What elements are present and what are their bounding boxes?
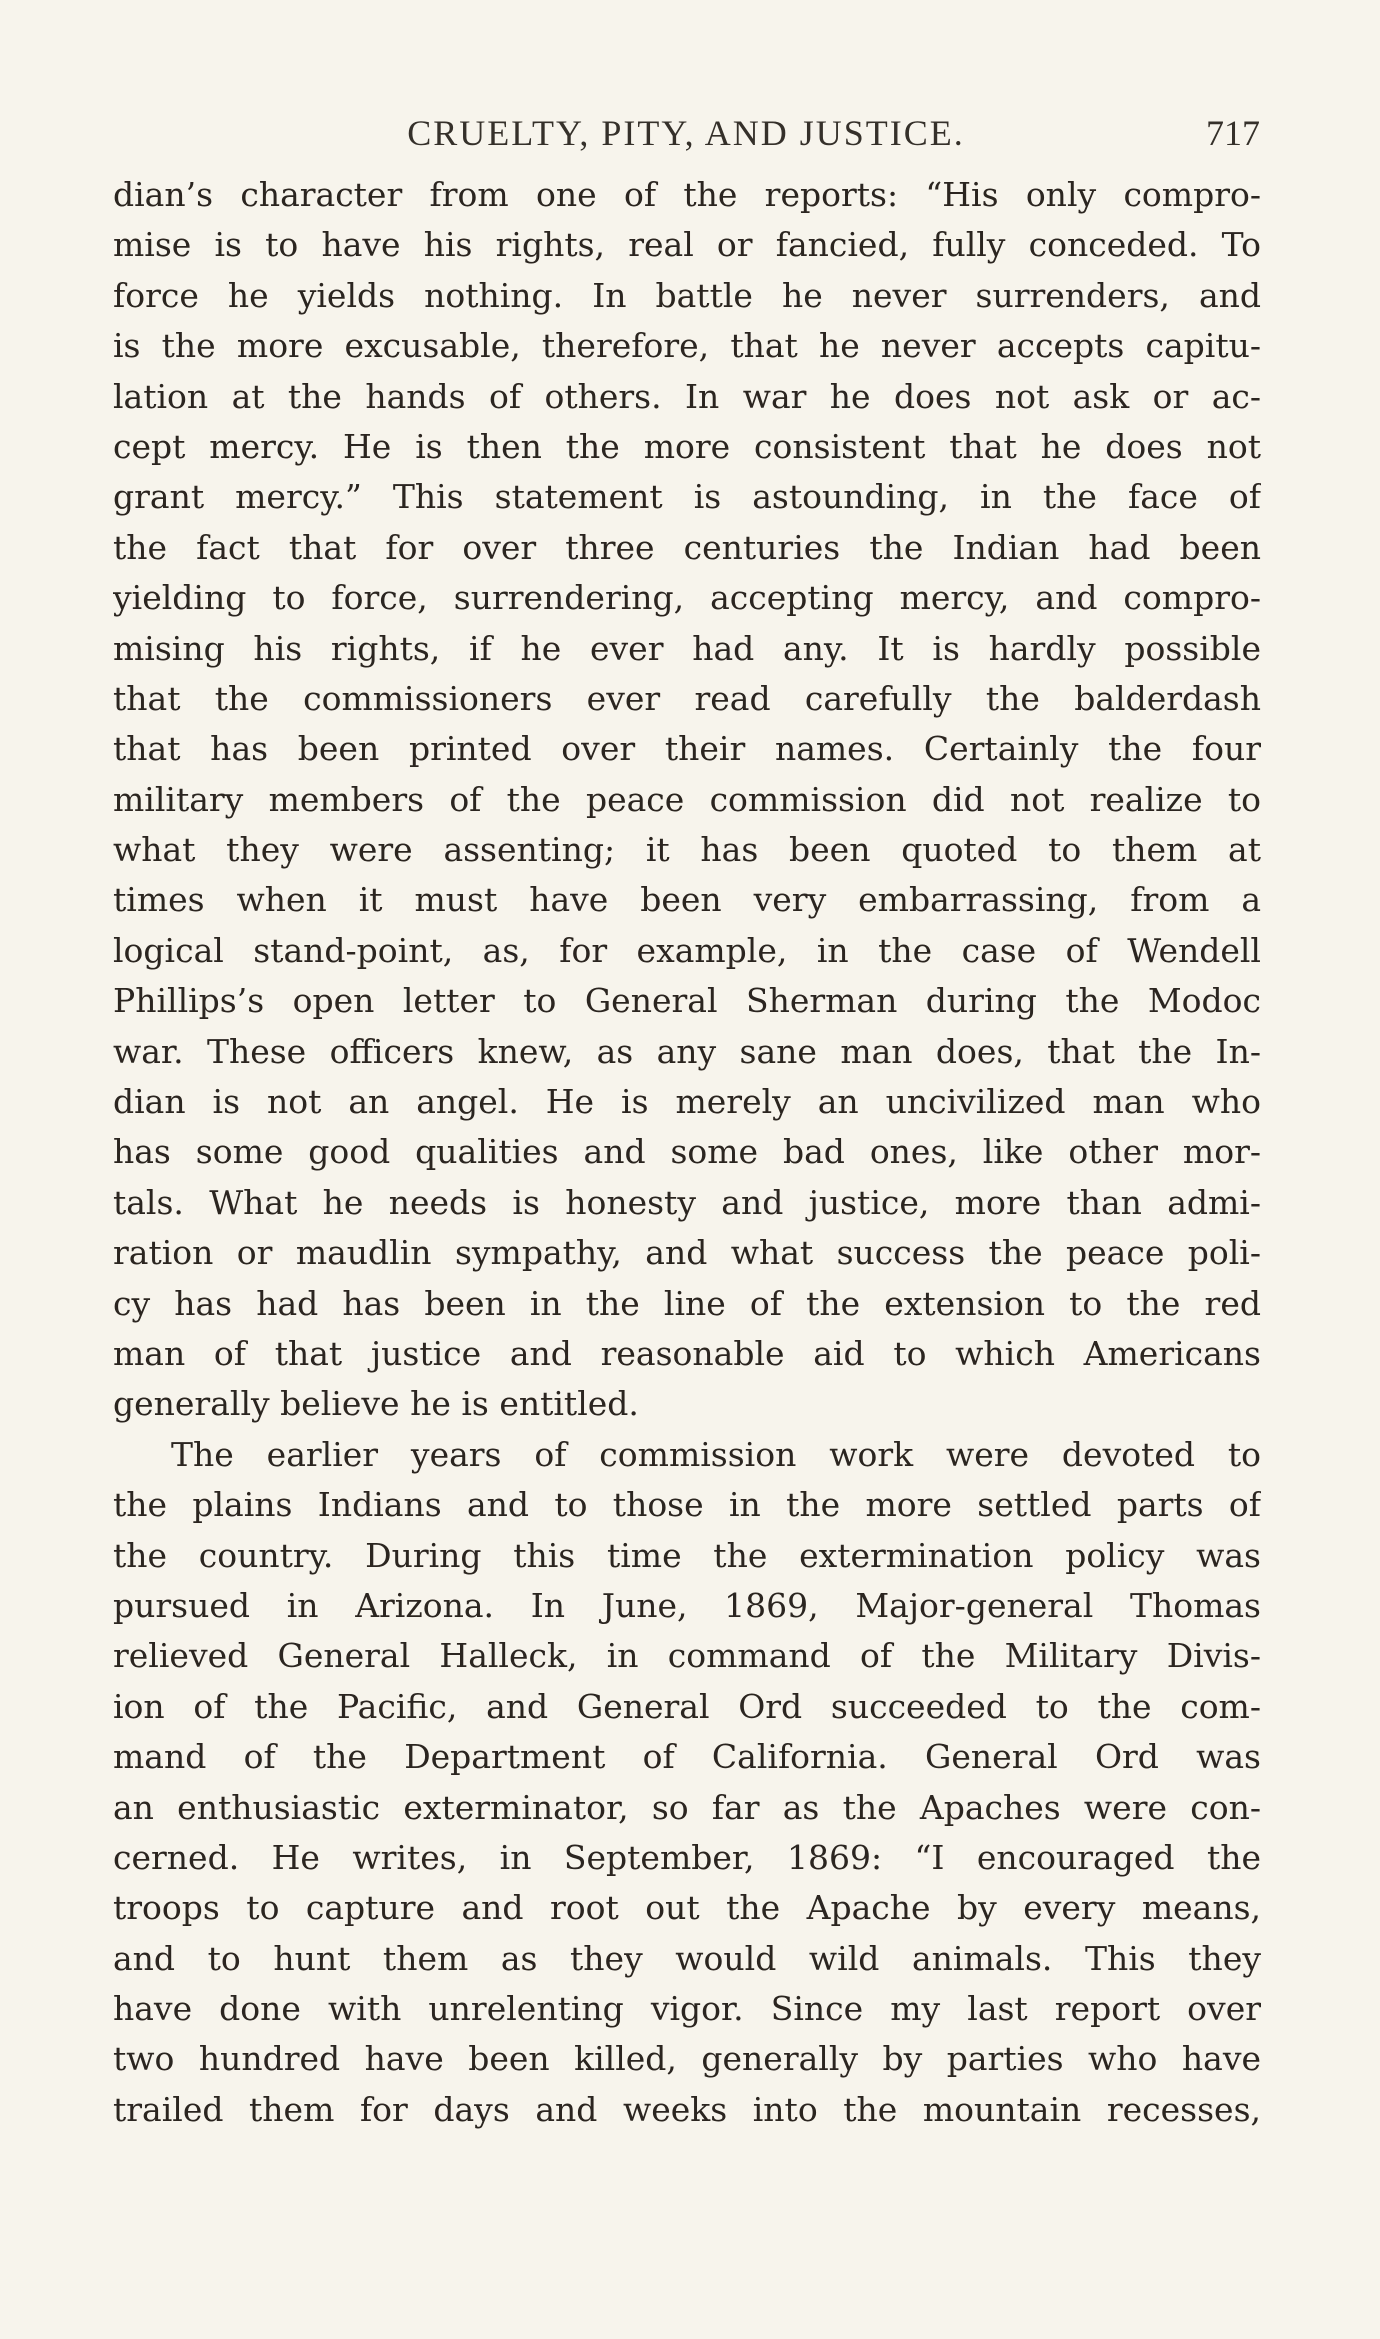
text-line: cept mercy. He is then the more consistent that he does not (113, 426, 1261, 466)
text-line: pursued in Arizona. In June, 1869, Major-general Thomas (113, 1585, 1261, 1625)
text-line: is the more excusable, therefore, that he never accepts capitu- (113, 326, 1261, 366)
text-line: force he yields nothing. In battle he never surrenders, and (113, 275, 1261, 315)
text-line: dian is not an angel. He is merely an uncivilized man who (113, 1082, 1261, 1122)
text-line: lation at the hands of others. In war he does not ask or ac- (113, 376, 1261, 416)
running-title: CRUELTY, PITY, AND JUSTICE. (407, 113, 965, 153)
text-line: that the commissioners ever read carefully the balderdash (113, 678, 1261, 718)
text-line: mise is to have his rights, real or fancied, fully conceded. To (113, 225, 1261, 265)
text-line: trailed them for days and weeks into the mountain recesses, (113, 2089, 1261, 2129)
text-line: has some good qualities and some bad ones, like other mor- (113, 1132, 1261, 1172)
running-head (112, 112, 1260, 162)
text-line: Phillips’s open letter to General Sherman during the Modoc (113, 981, 1261, 1021)
text-line: tals. What he needs is honesty and justice, more than admi- (113, 1182, 1261, 1222)
text-line: ration or maudlin sympathy, and what success the peace poli- (113, 1233, 1261, 1273)
text-line: times when it must have been very embarrassing, from a (113, 880, 1261, 920)
page-number: 717 (1206, 113, 1260, 153)
text-line: relieved General Halleck, in command of the Military Divis- (113, 1636, 1261, 1676)
text-line: ion of the Pacific, and General Ord succeeded to the com- (113, 1686, 1261, 1726)
text-line: two hundred have been killed, generally by parties who have (113, 2039, 1261, 2079)
paragraph-last-line: generally believe he is entitled. (113, 1384, 639, 1424)
text-line: grant mercy.” This statement is astounding, in the face of (113, 477, 1261, 517)
text-line: military members of the peace commission did not realize to (113, 779, 1261, 819)
text-line: the country. During this time the extermination policy was (113, 1535, 1261, 1575)
text-line: yielding to force, surrendering, accepting mercy, and compro- (113, 578, 1261, 618)
text-line: logical stand-point, as, for example, in the case of Wendell (113, 930, 1261, 970)
text-line: cy has had has been in the line of the extension to the red (113, 1283, 1261, 1323)
text-line: war. These officers knew, as any sane man does, that the In- (113, 1031, 1261, 1071)
text-line: an enthusiastic exterminator, so far as the Apaches were con- (113, 1787, 1261, 1827)
text-line: and to hunt them as they would wild animals. This they (113, 1938, 1261, 1978)
text-line: troops to capture and root out the Apache by every means, (113, 1888, 1261, 1928)
text-line: mand of the Department of California. General Ord was (113, 1737, 1261, 1777)
text-line: man of that justice and reasonable aid to which Americans (113, 1333, 1261, 1373)
text-line: dian’s character from one of the reports: “His only compro- (113, 175, 1261, 214)
text-line: cerned. He writes, in September, 1869: “I encouraged the (113, 1837, 1261, 1877)
paragraph-first-line: The earlier years of commission work were devoted to (171, 1434, 1261, 1474)
text-line: mising his rights, if he ever had any. It is hardly possible (113, 628, 1261, 668)
body-text (113, 170, 1261, 2135)
text-line: the plains Indians and to those in the more settled parts of (113, 1485, 1261, 1525)
text-line: that has been printed over their names. Certainly the four (113, 729, 1261, 769)
text-line: the fact that for over three centuries the Indian had been (113, 527, 1261, 567)
text-line: what they were assenting; it has been quoted to them at (113, 830, 1261, 870)
text-line: have done with unrelenting vigor. Since my last report over (113, 1989, 1261, 2029)
